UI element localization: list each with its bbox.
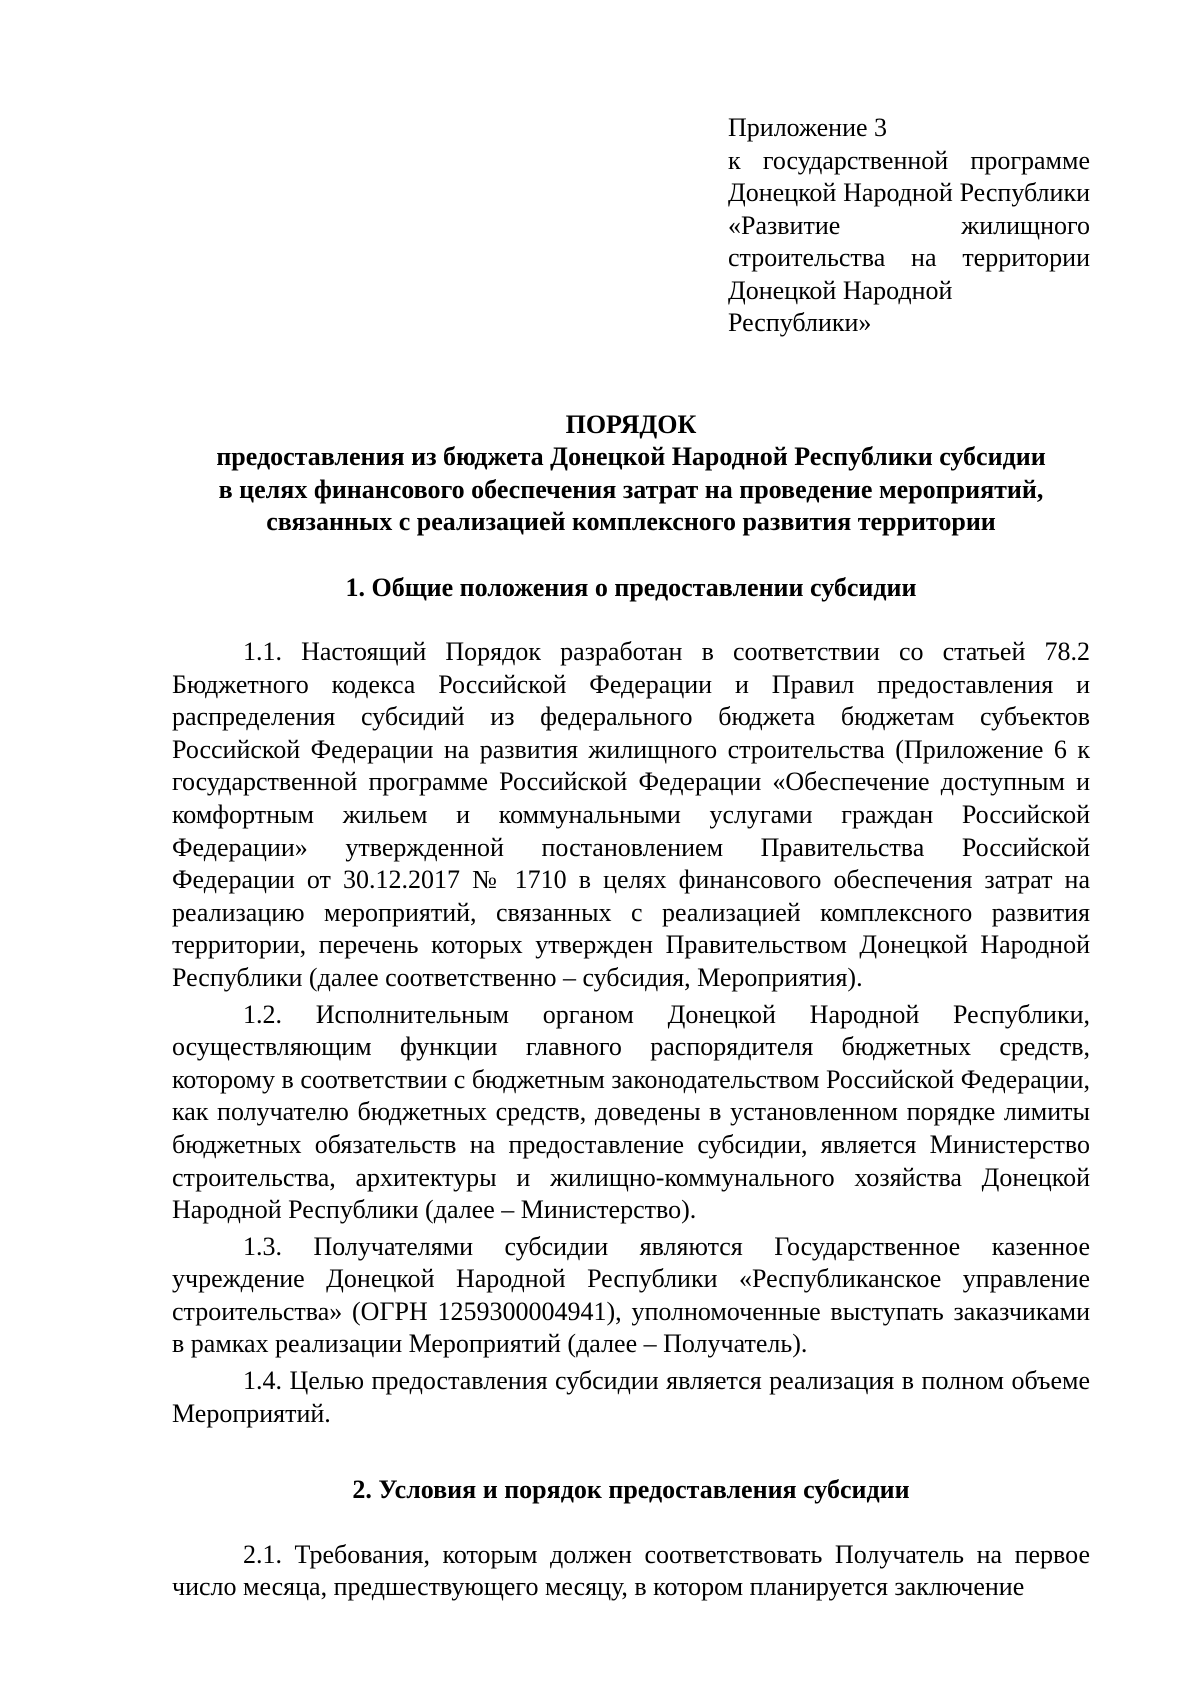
title-main: ПОРЯДОК	[565, 409, 697, 439]
section-heading: 2. Условия и порядок предоставления субсидии	[352, 1475, 910, 1505]
paragraph-1-4: 1.4. Целью предоставления субсидии является реализация в полном объеме Мероприятий.	[172, 1366, 1090, 1428]
title-subtitle-line: предоставления из бюджета Донецкой Народной Республики субсидии	[216, 442, 1046, 471]
title-subtitle-line: связанных с реализацией комплексного развития территории	[266, 507, 996, 536]
appendix-line: «Развитие жилищного	[728, 210, 1090, 240]
appendix-note	[728, 112, 1090, 340]
document-title	[172, 409, 1090, 539]
paragraph-1-3: 1.3. Получателями субсидии являются Государственное казенное учреждение Донецкой Народной Республики «Республиканское управление строительства» (ОГРН 1259300004941), уполномоченные выступать заказчиками в рамках реализации Мероприятий (далее – Получатель).	[172, 1231, 1090, 1359]
appendix-line: строительства на территории	[728, 243, 1090, 272]
paragraph-1-1: 1.1. Настоящий Порядок разработан в соответствии со статьей 78.2 Бюджетного кодекса Российской Федерации и Правил предоставления и распределения субсидий из федерального бюджета бюджетам субъектов Российской Федерации на развития жилищного строительства (Приложение 6 к государственной программе Российской Федерации «Обеспечение доступным и комфортным жильем и коммунальными услугами граждан Российской Федерации» утвержденной постановлением Правительства Российской Федерации от 30.12.2017 № 1710 в целях финансового обеспечения затрат на реализацию мероприятий, связанных с реализацией комплексного развития территории, перечень которых утвержден Правительством Донецкой Народной Республики (далее соответственно – субсидия, Мероприятия).	[172, 637, 1090, 992]
appendix-line: Донецкой Народной Республики	[728, 178, 1090, 207]
paragraph-2-1: 2.1. Требования, которым должен соответствовать Получатель на первое число месяца, предшествующего месяцу, в котором планируется заключение	[172, 1539, 1090, 1602]
section-heading: 1. Общие положения о предоставлении субсидии	[345, 572, 917, 602]
paragraph-1-2: 1.2. Исполнительным органом Донецкой Народной Республики, осуществляющим функции главного распорядителя бюджетных средств, которому в соответствии с бюджетным законодательством Российской Федерации, как получателю бюджетных средств, доведены в установленном порядке лимиты бюджетных обязательств на предоставление субсидии, является Министерство строительства, архитектуры и жилищно-коммунального хозяйства Донецкой Народной Республики (далее – Министерство).	[172, 999, 1090, 1225]
title-subtitle-line: в целях финансового обеспечения затрат на проведение мероприятий,	[218, 474, 1044, 504]
appendix-line: Приложение 3	[728, 113, 888, 142]
appendix-line: к государственной программе	[728, 145, 1090, 175]
appendix-line: Донецкой Народной Республики»	[728, 275, 953, 337]
